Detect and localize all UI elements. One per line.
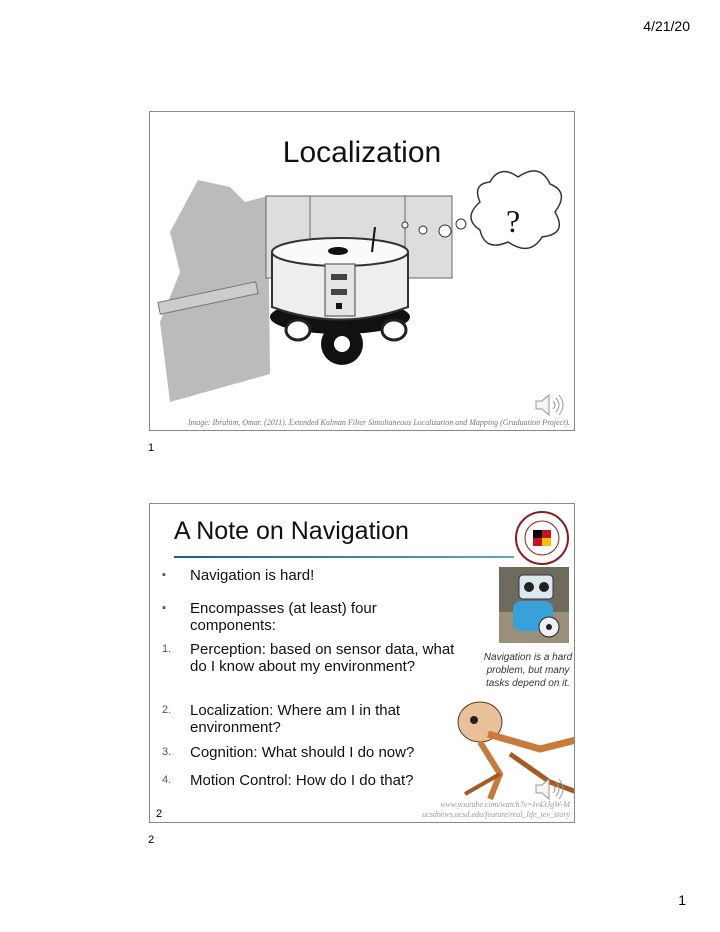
speaker-icon[interactable] [532,392,566,418]
slide-title: A Note on Navigation [174,517,409,545]
slide-number: 1 [148,442,155,454]
image-caption: Image: Ibrahim, Omar. (2011). Extended Kalman Filter Simultaneous Localization and Mapping (Graduation Project). [187,418,570,427]
title-underline [174,556,514,558]
slide-localization [149,111,575,431]
wheel-left [286,320,310,340]
slide-inner-number: 2 [156,808,163,820]
wheel-right [382,320,406,340]
robot-photo [499,567,569,643]
slide-navigation: A Note on Navigation ▪ Navigation is hard! ▪ Encompasses (at least) four components: 1. Perception: based on sensor data, what do I know about my environment? 2. Localization: Where am I in that environment? 3. Cognition: What should I do now? 4. Motion Control: How do I do that? Navigation is a hard problem, but many tasks depend on it. www.youtube.com/watch?v=Iv43JgW-M ucsdnews.ucsd.edu/feature/real_life_tev_story 2 [149,503,575,823]
university-seal-icon [514,510,570,566]
slide-title: Localization [282,136,442,169]
image-caption: Navigation is a hard problem, but many tasks depend on it. [483,652,573,689]
slide-number: 2 [148,834,155,846]
robot-illustration [150,112,574,430]
page-number: 1 [678,892,686,908]
date-header: 4/21/20 [643,18,690,34]
image-credits: www.youtube.com/watch?v=Iv43JgW-M ucsdnews.ucsd.edu/feature/real_life_tev_story [422,800,570,819]
speaker-icon[interactable] [532,776,566,802]
question-mark: ? [506,203,521,239]
